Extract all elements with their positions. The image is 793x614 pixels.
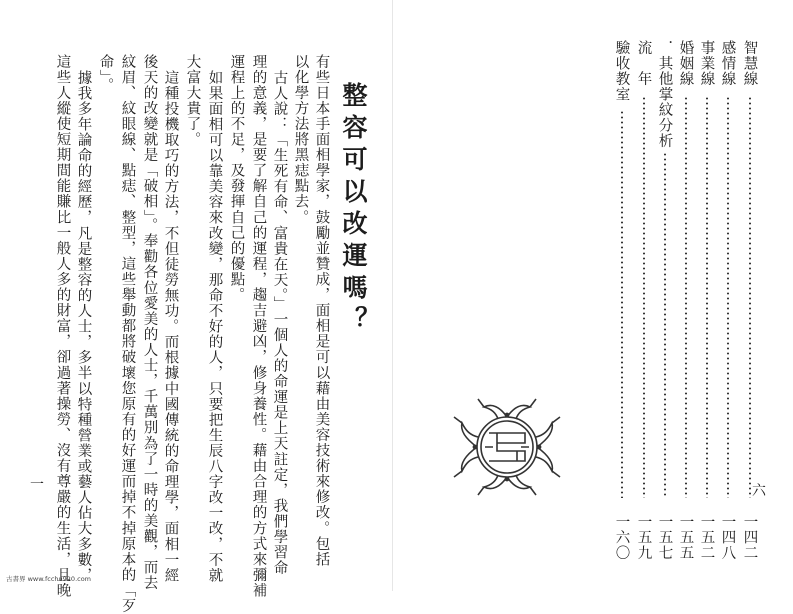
toc-leader-dots: [749, 96, 751, 498]
toc-entry-label: 智慧線: [741, 40, 758, 87]
article-line: 後天的改變就是「破相」。奉勸各位愛美的人士，千萬別為了一時的美觀，而去: [141, 54, 158, 591]
article-line: 有些日本手面相學家，鼓勵並贊成，面相是可以藉由美容技術來修改。包括: [313, 54, 330, 568]
toc-entry-3: [699, 40, 715, 560]
article-line: 這些人縱使短期間能賺比一般人多的財富，卻過著操勞、沒有尊嚴的生活，且晚: [54, 54, 71, 599]
article-line: 命」。: [97, 54, 114, 94]
article-line: 以化學方法將黑痣點去。: [292, 54, 309, 226]
toc-entry-5: [657, 40, 673, 560]
toc-entry-1: [742, 40, 758, 560]
page-gutter: [392, 0, 393, 591]
toc-entry-label: 驗收教室: [613, 40, 630, 102]
toc-entry-page: 一五二: [698, 513, 715, 560]
article-line: 如果面相可以靠美容來改變，那命不好的人，只要把生辰八字改一改，不就: [206, 70, 223, 584]
article-line: 古人說：「生死有命、富貴在天。」一個人的命運是上天註定，我們學習命: [271, 70, 288, 576]
toc-entry-label: ．其他掌紋分析: [656, 40, 673, 149]
toc-leader-dots: [643, 96, 645, 498]
toc-page-number: 六: [752, 483, 766, 499]
toc-entry-2: [720, 40, 736, 560]
toc-entry-label: 感情線: [719, 40, 736, 87]
article-title: 整容可以改運嗎？: [339, 82, 368, 338]
article-line: 理的意義，是要了解自己的運程，趨吉避凶，修身養性。藉由合理的方式來彌補: [250, 54, 267, 599]
toc-entry-label: 事業線: [698, 40, 715, 87]
footer-watermark: 古書界 www.fcchu920.com: [6, 575, 92, 583]
article-page-number: 一: [30, 477, 44, 493]
toc-entry-page: 一五九: [635, 513, 652, 560]
toc-entry-label: 流 年: [635, 40, 652, 87]
toc-entry-page: 一四八: [719, 513, 736, 560]
toc-entry-7: [614, 40, 630, 560]
longevity-ornament-icon: [448, 387, 566, 507]
article-line: 紋眉、紋眼線、點痣、整型，這些舉動都將破壞您原有的好運而掉不掉原本的「歹: [119, 54, 136, 614]
article-line: 據我多年論命的經歷，凡是整容的人士，多半以特種營業或藝人佔大多數，: [75, 70, 92, 584]
toc-entry-label: 婚姻線: [677, 40, 694, 87]
article-line: 大富大貴了。: [184, 54, 201, 148]
toc-entry-page: 一五七: [656, 513, 673, 560]
article-line: 這種投機取巧的方法，不但徒勞無功。而根據中國傳統的命理學，面相一經: [162, 70, 179, 584]
toc-entry-page: 一五五: [677, 513, 694, 560]
toc-leader-dots: [727, 96, 729, 498]
toc-entry-6: [636, 40, 652, 560]
toc-entry-page: 一四二: [741, 513, 758, 560]
toc-leader-dots: [685, 96, 687, 498]
toc-entry-page: 一六〇: [613, 513, 630, 560]
toc-leader-dots: [706, 96, 708, 498]
article-line: 運程上的不足，及發揮自己的優點。: [228, 54, 245, 303]
toc-leader-dots: [664, 152, 666, 498]
toc-leader-dots: [621, 110, 623, 498]
toc-entry-4: [678, 40, 694, 560]
